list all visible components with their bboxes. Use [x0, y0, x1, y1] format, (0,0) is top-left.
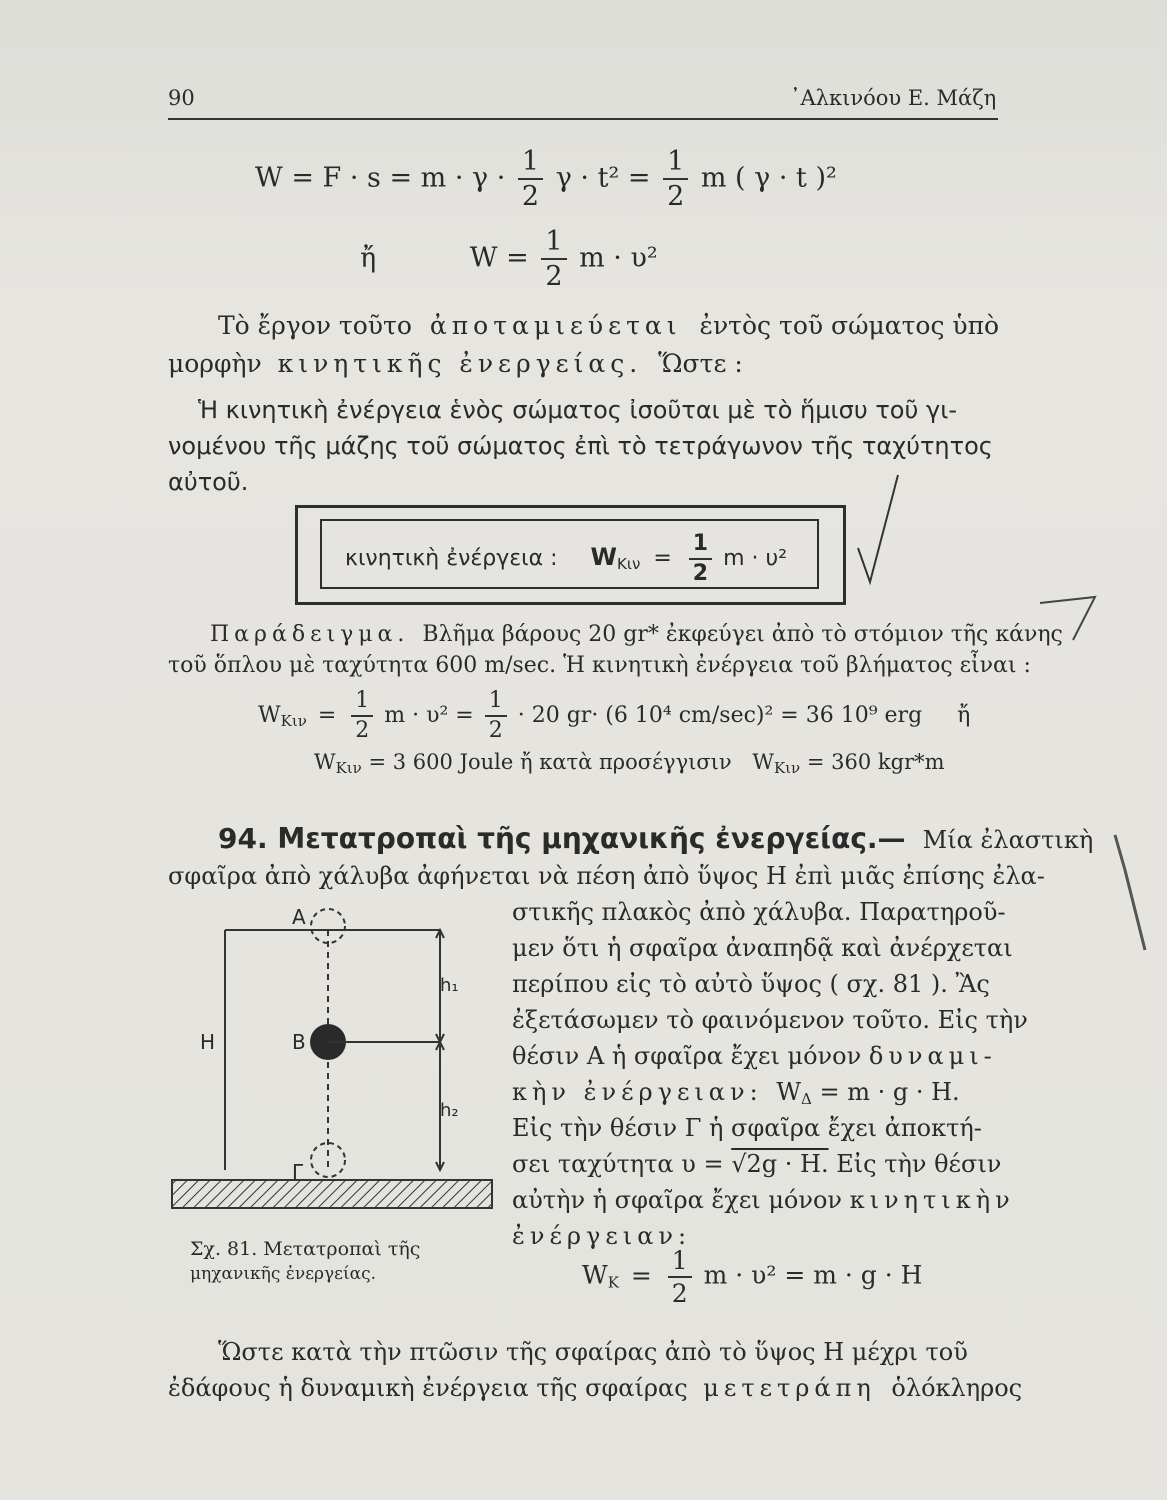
s94-r6-sub: Δ — [801, 1090, 812, 1108]
eq2-or: ἤ — [360, 242, 377, 274]
margin-mark-stroke — [1105, 830, 1155, 960]
s94-r5a: θέσιν Α ἡ σφαῖρα ἔχει μόνον — [512, 1042, 862, 1070]
s94-r6a-spaced: κὴν ἐνέργειαν: — [512, 1078, 763, 1106]
equation-work-2 — [360, 228, 658, 290]
example-line1 — [210, 622, 1063, 647]
eq1-rhs: m ( γ · t )² — [700, 162, 837, 194]
s94-kinetic-equation — [582, 1248, 922, 1306]
figure-caption-line1: Σχ. 81. Μετατροπαὶ τῆς — [190, 1238, 421, 1260]
ex-eq2-sub: Κιν — [335, 759, 362, 777]
s94-r5 — [512, 1038, 997, 1074]
ex-eq-or: ἤ — [957, 703, 971, 728]
eq1-fraction-1 — [518, 148, 543, 210]
s94-eq-num: 1 — [668, 1248, 692, 1278]
ex-eq-p1: = — [317, 703, 337, 728]
para1-line1 — [218, 308, 999, 344]
s94-r4: ἐξετάσωμεν τὸ φαινόμενον τοῦτο. Εἰς τὴν — [512, 1006, 1028, 1034]
s94-r8b-sqrt: √2g · H. — [731, 1150, 829, 1178]
section-94-heading-line — [218, 822, 1093, 858]
ex-f2d: 2 — [488, 718, 503, 743]
s94-p2l2a: ἐδάφους ἡ δυναμικὴ ἐνέργεια τῆς σφαίρας — [168, 1374, 688, 1402]
boxed-den: 2 — [692, 561, 709, 586]
fig-label-h1: h₁ — [440, 975, 459, 996]
s94-r9b-spaced: κινητικὴν — [849, 1186, 1015, 1214]
s94-r2: μεν ὅτι ἡ σφαῖρα ἀναπηδᾷ καὶ ἀνέρχεται — [512, 934, 1013, 962]
ex-eq-lhs-sub: Κιν — [280, 712, 307, 730]
ex-eq2-w-sub: Κιν — [773, 759, 801, 777]
definition-line1: Ἡ κινητικὴ ἐνέργεια ἑνὸς σώματος ἰσοῦται μὲ τὸ ἥμισυ τοῦ γι- — [198, 396, 957, 424]
para1-l2b-spaced: κινητικῆς ἐνεργείας. — [277, 349, 643, 378]
eq1-frac2-num: 1 — [663, 148, 688, 180]
definition-line3: αὐτοῦ. — [168, 468, 249, 496]
figure-81-diagram — [160, 890, 500, 1220]
ex-eq2-w: W — [752, 750, 774, 774]
eq1-frac2-den: 2 — [667, 181, 685, 212]
boxed-label: κινητικὴ ἐνέργεια : — [345, 546, 558, 571]
para1-l1b-spaced: ἀποταμιεύεται — [429, 311, 682, 340]
example-equation-1 — [258, 690, 970, 742]
equation-work-1 — [255, 148, 837, 210]
fig-label-H: H — [200, 1030, 216, 1054]
s94-r9 — [512, 1182, 1015, 1218]
eq2-rhs: m · υ² — [579, 242, 658, 274]
section-94-line2: σφαῖρα ἀπὸ χάλυβα ἀφήνεται νὰ πέση ἀπὸ ὕψος Η ἐπὶ μιᾶς ἐπίσης ἐλα- — [168, 862, 1045, 890]
s94-r8a: σει ταχύτητα υ = — [512, 1150, 724, 1178]
fig-label-h2: h₂ — [440, 1100, 459, 1121]
fig-label-B: B — [292, 1030, 306, 1054]
ex-f1n: 1 — [351, 690, 373, 717]
para1-line2 — [168, 346, 743, 382]
boxed-lhs: W — [590, 543, 618, 571]
ex-eq-p3: · 20 gr· (6 10⁴ cm/sec)² = 36 10⁹ erg — [517, 703, 923, 728]
s94-r10: ἐνέργειαν: — [512, 1222, 692, 1250]
ball-position-G — [311, 1143, 345, 1177]
s94-r6c: = m · g · H. — [819, 1078, 960, 1106]
definition-line2: νομένου τῆς μάζης τοῦ σώματος ἐπὶ τὸ τετράγωνον τῆς ταχύτητος — [168, 432, 993, 460]
fig-label-A: A — [292, 905, 306, 929]
eq1-frac1-num: 1 — [518, 148, 543, 180]
section-94-heading-tail: Μία ἐλαστικὴ — [922, 826, 1094, 854]
boxed-formula — [345, 533, 787, 585]
ex-f2n: 1 — [485, 690, 507, 717]
para1-l1a: Τὸ ἔργον τοῦτο — [218, 311, 412, 340]
example-line2: τοῦ ὅπλου μὲ ταχύτητα 600 m/sec. Ἡ κινητικὴ ἐνέργεια τοῦ βλήματος εἶναι : — [168, 653, 1031, 678]
header-rule — [168, 118, 998, 120]
section-94-heading: 94. Μετατροπαὶ τῆς μηχανικῆς ἐνεργείας.— — [218, 822, 906, 855]
boxed-lhs-sub: Κιν — [617, 555, 641, 573]
s94-r6b: W — [776, 1078, 801, 1106]
s94-r5b-spaced: δυναμι- — [868, 1042, 997, 1070]
s94-eq-den: 2 — [671, 1279, 688, 1308]
example-label: Παράδειγμα. — [210, 622, 410, 647]
para1-l2a: μορφὴν — [168, 349, 262, 378]
s94-p2-line2 — [168, 1370, 1022, 1406]
s94-eq-frac — [668, 1248, 692, 1306]
para1-l2c: Ὥστε : — [658, 349, 743, 378]
ball-position-A — [311, 909, 345, 943]
ex-eq2-rhs: = 360 kgr*m — [806, 750, 945, 774]
s94-p2l2b-spaced: μετετράπη — [703, 1374, 876, 1402]
s94-r7: Εἰς τὴν θέσιν Γ ἡ σφαῖρα ἔχει ἀποκτή- — [512, 1114, 982, 1142]
example-l1: Βλῆμα βάρους 20 gr* ἐκφεύγει ἀπὸ τὸ στόμιον τῆς κάνης — [422, 622, 1063, 647]
eq2-lhs: W = — [469, 242, 529, 274]
s94-r1: στικῆς πλακὸς ἀπὸ χάλυβα. Παρατηροῦ- — [512, 898, 1006, 926]
eq1-fraction-2 — [663, 148, 688, 210]
boxed-rhs: m · υ² — [723, 546, 788, 571]
fig-label-G: Γ — [292, 1160, 304, 1184]
s94-r9a: αὐτὴν ἡ σφαῖρα ἔχει μόνον — [512, 1186, 842, 1214]
steel-plate — [172, 1180, 492, 1208]
eq1-frac1-den: 2 — [521, 181, 540, 212]
s94-eq-rhs: m · υ² = m · g · H — [703, 1260, 923, 1290]
eq2-frac-den: 2 — [545, 261, 563, 292]
figure-caption-line2: μηχανικῆς ἐνεργείας. — [190, 1264, 377, 1284]
s94-p2l2c: ὁλόκληρος — [891, 1374, 1023, 1402]
eq2-fraction — [541, 228, 566, 290]
boxed-eq: = — [653, 546, 672, 571]
s94-eq-sub: Κ — [607, 1273, 619, 1292]
s94-eq-eq: = — [630, 1260, 652, 1290]
boxed-num: 1 — [689, 533, 712, 560]
ex-eq-frac1 — [351, 690, 373, 742]
eq1-lhs: W = F · s = m · γ · — [255, 162, 506, 194]
running-title: ᾿Αλκινόου Ε. Μάζη — [790, 86, 997, 110]
s94-r8 — [512, 1146, 1001, 1182]
ex-eq-frac2 — [485, 690, 507, 742]
eq2-frac-num: 1 — [541, 228, 566, 260]
para1-l1c: ἐντὸς τοῦ σώματος ὑπὸ — [699, 311, 1000, 340]
ex-eq-p2: m · υ² = — [384, 703, 474, 728]
handwritten-checkmark — [840, 470, 910, 590]
example-equation-2 — [314, 750, 945, 777]
boxed-fraction — [689, 533, 712, 585]
ex-eq-lhs: W — [258, 703, 281, 728]
eq1-mid: γ · t² = — [555, 162, 651, 194]
s94-p2-line1: Ὥστε κατὰ τὴν πτῶσιν τῆς σφαίρας ἀπὸ τὸ ὕψος Η μέχρι τοῦ — [218, 1338, 968, 1366]
s94-r8c: Εἰς τὴν θέσιν — [836, 1150, 1002, 1178]
ex-eq2-lhs: W — [314, 750, 336, 774]
s94-eq-lhs: W — [582, 1260, 608, 1290]
ex-eq2-mid: = 3 600 Joule ἤ κατὰ προσέγγισιν — [368, 750, 732, 774]
page-number: 90 — [168, 86, 195, 110]
ex-f1d: 2 — [355, 718, 370, 743]
s94-r3: περίπου εἰς τὸ αὐτὸ ὕψος ( σχ. 81 ). Ἂς — [512, 970, 990, 998]
